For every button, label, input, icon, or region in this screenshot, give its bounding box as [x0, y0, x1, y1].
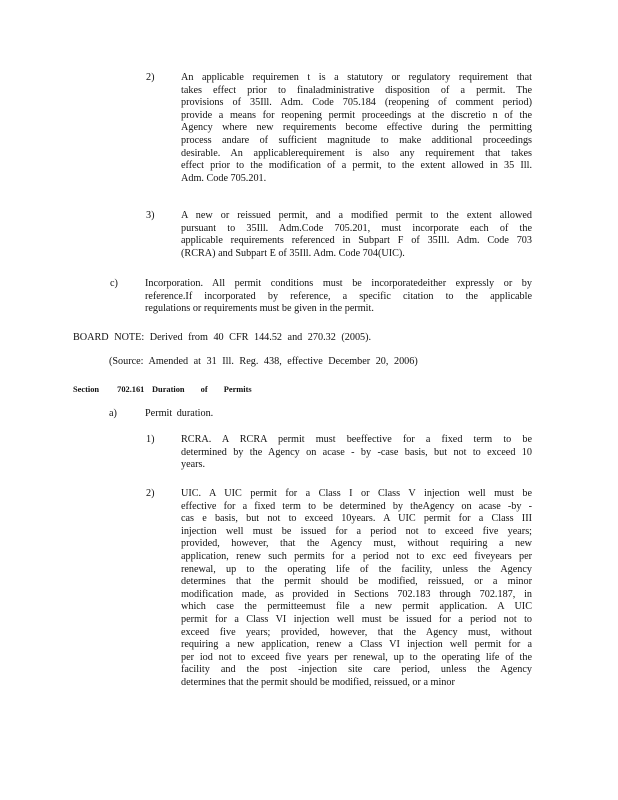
paragraph-rcra: [181, 434, 532, 472]
text-line: effective for a fixed term to be determined by theAgency on acase -by -: [181, 500, 532, 512]
text-line: application, renew such permits for a period not to exc eed fiveyears per: [181, 550, 532, 562]
text-line: requiring a new application, renew a Class VI injection well permit for a: [181, 639, 532, 651]
text-line: (RCRA) and Subpart E of 35Ill. Adm. Code 704(UIC).: [181, 247, 405, 259]
item-label: 2): [146, 488, 155, 499]
text-line: provide a means for reopening permit proceedings at the discretio n of the: [181, 109, 532, 121]
text-line: An applicable requiremen t is a statutory or regulatory requirement that: [181, 72, 532, 83]
text-line: applicable requirements referenced in Subpart F of 35Ill. Adm. Code 703: [181, 235, 532, 247]
item-label: a): [109, 408, 117, 419]
text-line: provisions of 35Ill. Adm. Code 705.184 (reopening of comment period): [181, 97, 532, 109]
text-line: modification made, as provided in Sections 702.183 through 702.187, in: [181, 588, 532, 600]
text-line: reference.If incorporated by reference, a specific citation to the applicable: [145, 290, 532, 302]
text-line: Adm. Code 705.201.: [181, 172, 267, 184]
text-line: per iod not to exceed five years per renewal, up to the operating life of the: [181, 651, 532, 663]
text-line: renewal, up to the operating life of the facility, unless the Agency: [181, 563, 532, 575]
text-line: exceed five years; provided, however, that the Agency must, without: [181, 626, 532, 638]
paragraph-applicable-requirement: [181, 72, 532, 185]
text-line: Agency where new requirements become effective during the permitting: [181, 122, 532, 134]
text-line: Incorporation. All permit conditions must be incorporatedeither expressly or by: [145, 278, 532, 289]
text-line: which case the permitteemust file a new permit application. A UIC: [181, 601, 532, 613]
item-label: 2): [146, 72, 155, 83]
text-line: determined by the Agency on acase - by -case basis, but not to exceed 10: [181, 446, 532, 458]
text-line: takes effect prior to finaladministrative disposition of a permit. The: [181, 84, 532, 96]
text-line: desirable. An applicablerequirement is also any requirement that takes: [181, 147, 532, 159]
text-line: cas e basis, but not to exceed 10years. A UIC permit for a Class III: [181, 513, 532, 525]
text-line: provided, however, that the Agency must, without requiring a new: [181, 538, 532, 550]
permit-duration-heading: Permit duration.: [145, 408, 214, 419]
section-title: Duration of Permits: [152, 385, 252, 394]
text-line: regulations or requirements must be given in the permit.: [145, 303, 374, 315]
text-line: injection well must be issued for a period not to exceed five years;: [181, 525, 532, 537]
item-label: 3): [146, 210, 155, 221]
text-line: facility and the post -injection site care period, unless the Agency: [181, 664, 532, 676]
board-note: BOARD NOTE: Derived from 40 CFR 144.52 and 270.32 (2005).: [73, 332, 372, 343]
paragraph-incorporation: [145, 278, 532, 316]
item-label: c): [110, 278, 118, 289]
text-line: RCRA. A RCRA permit must beeffective for a fixed term to be: [181, 434, 532, 445]
text-line: years.: [181, 459, 206, 471]
text-line: determines that the permit should be modified, reissued, or a minor: [181, 576, 532, 588]
paragraph-uic: [181, 488, 532, 690]
section-number: Section 702.161: [73, 385, 145, 394]
item-label: 1): [146, 434, 155, 445]
text-line: permit for a Class VI injection well must be issued for a period not to: [181, 613, 532, 625]
text-line: pursuant to 35Ill. Adm.Code 705.201, must incorporate each of the: [181, 222, 532, 234]
text-line: process andare of sufficient magnitude to make additional proceedings: [181, 134, 532, 146]
text-line: A new or reissued permit, and a modified permit to the extent allowed: [181, 210, 532, 221]
paragraph-new-or-reissued-permit: [181, 210, 532, 260]
source-note: (Source: Amended at 31 Ill. Reg. 438, effective December 20, 2006): [109, 356, 418, 367]
text-line: determines that the permit should be modified, reissued, or a minor: [181, 676, 455, 688]
text-line: effect prior to the modification of a permit, to the extent allowed in 35 Ill.: [181, 160, 532, 172]
text-line: UIC. A UIC permit for a Class I or Class V injection well must be: [181, 488, 532, 499]
